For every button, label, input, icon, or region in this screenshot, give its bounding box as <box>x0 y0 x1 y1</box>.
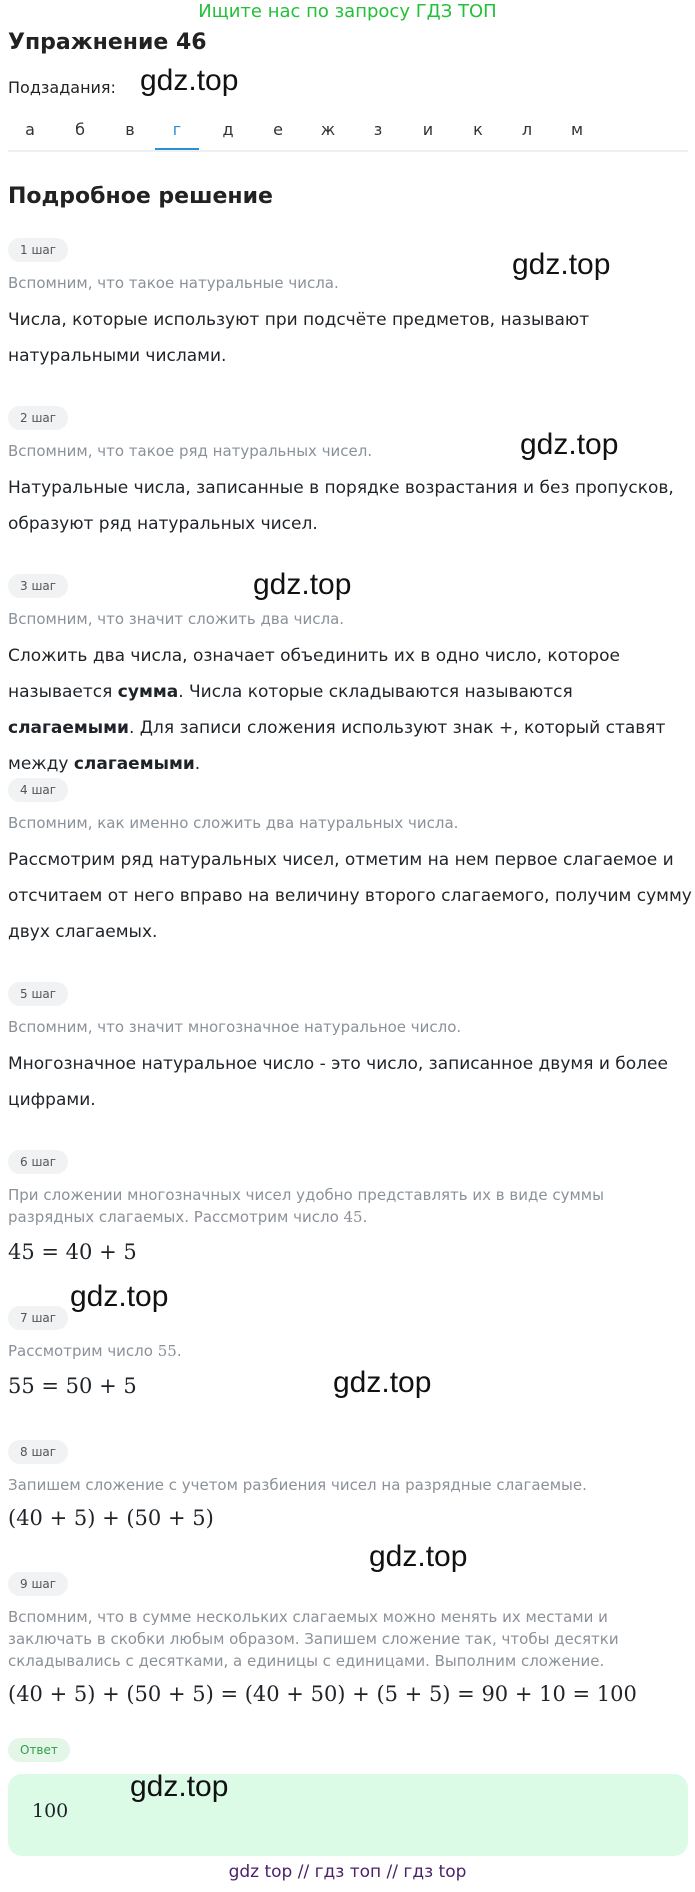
step-badge: 7 шаг <box>8 1306 68 1330</box>
tab-z[interactable]: з <box>373 120 383 139</box>
tab-i[interactable]: и <box>422 120 434 139</box>
step-hint: Запишем сложение с учетом разбиения чисел на разрядные слагаемые. <box>8 1476 587 1494</box>
plus-sign: + <box>498 718 514 738</box>
math-expression: 55 = 50 + 5 <box>8 1374 137 1398</box>
watermark: gdz.top <box>70 1280 169 1313</box>
step-badge: 8 шаг <box>8 1440 68 1464</box>
subtask-tabs <box>8 114 688 152</box>
step-text: Числа, которые используют при подсчёте предметов, называют натуральными числами. <box>8 310 590 366</box>
step-text: Рассмотрим ряд натуральных чисел, отметим на нем первое слагаемое и отсчитаем от него вправо на величину второго слагаемого, получим сумму двух слагаемых. <box>8 850 692 942</box>
step-badge: 4 шаг <box>8 778 68 802</box>
tab-zh[interactable]: ж <box>320 120 336 139</box>
step-hint: Вспомним, что значит многозначное натуральное число. <box>8 1018 462 1036</box>
tab-m[interactable]: м <box>570 120 584 139</box>
watermark: gdz.top <box>520 428 619 461</box>
term-slagaemye: слагаемыми <box>73 754 195 774</box>
step-hint: Вспомним, что такое натуральные числа. <box>8 274 339 292</box>
math-expression: 45 = 40 + 5 <box>8 1240 137 1264</box>
solution-heading: Подробное решение <box>8 184 273 209</box>
term-slagaemye: слагаемыми <box>8 718 129 738</box>
tab-d[interactable]: д <box>222 120 234 139</box>
step-hint: При сложении многозначных чисел удобно представлять их в виде суммы разрядных слагаемых. Рассмотрим число 45. <box>8 1186 604 1226</box>
step-hint: Вспомним, что такое ряд натуральных чисел. <box>8 442 373 460</box>
tab-k[interactable]: к <box>473 120 483 139</box>
step-hint: Рассмотрим число 55. <box>8 1342 182 1360</box>
tab-a[interactable]: а <box>25 120 35 139</box>
step-hint: Вспомним, как именно сложить два натуральных числа. <box>8 814 459 832</box>
math-expression: (40 + 5) + (50 + 5) <box>8 1506 214 1530</box>
step-badge: 5 шаг <box>8 982 68 1006</box>
watermark: gdz.top <box>253 568 352 601</box>
answer-value: 100 <box>32 1800 69 1822</box>
answer-badge: Ответ <box>8 1738 70 1762</box>
step-text: Сложить два числа, означает объединить их в одно число, которое называется сумма. Числа которые складываются называются слагаемыми. Для записи сложения используют знак +, который ставят между слагаемыми. <box>8 646 666 774</box>
page-title: Упражнение 46 <box>8 30 207 55</box>
step-badge: 9 шаг <box>8 1572 68 1596</box>
term-summa: сумма <box>117 682 179 702</box>
step-hint: Вспомним, что в сумме нескольких слагаемых можно менять их местами и заключать в скобки любым образом. Запишем сложение так, чтобы десятки складывались с десятками, а единицы с единицами. Выполним сложение. <box>8 1608 619 1670</box>
step-text: Многозначное натуральное число - это число, записанное двумя и более цифрами. <box>8 1054 668 1110</box>
step-badge: 6 шаг <box>8 1150 68 1174</box>
watermark: gdz.top <box>130 1770 229 1803</box>
tab-e[interactable]: е <box>273 120 283 139</box>
watermark: gdz.top <box>333 1366 432 1399</box>
search-banner: Ищите нас по запросу ГДЗ ТОП <box>198 1 497 22</box>
watermark: gdz.top <box>140 64 239 97</box>
subtasks-label: Подзадания: <box>8 78 116 97</box>
step-hint: Вспомним, что значит сложить два числа. <box>8 610 345 628</box>
watermark: gdz.top <box>512 248 611 281</box>
step-badge: 3 шаг <box>8 574 68 598</box>
tab-b[interactable]: б <box>75 120 85 139</box>
tab-g[interactable]: г <box>155 120 199 150</box>
footer-links[interactable]: gdz top // гдз топ // гдз top <box>228 1862 467 1882</box>
tab-v[interactable]: в <box>125 120 135 139</box>
step-badge: 2 шаг <box>8 406 68 430</box>
math-expression: (40 + 5) + (50 + 5) = (40 + 50) + (5 + 5) = 90 + 10 = 100 <box>8 1682 637 1706</box>
watermark: gdz.top <box>369 1540 468 1573</box>
step-text: Натуральные числа, записанные в порядке возрастания и без пропусков, образуют ряд натуральных чисел. <box>8 478 674 534</box>
tab-l[interactable]: л <box>521 120 533 139</box>
step-badge: 1 шаг <box>8 238 68 262</box>
answer-box <box>8 1774 688 1856</box>
